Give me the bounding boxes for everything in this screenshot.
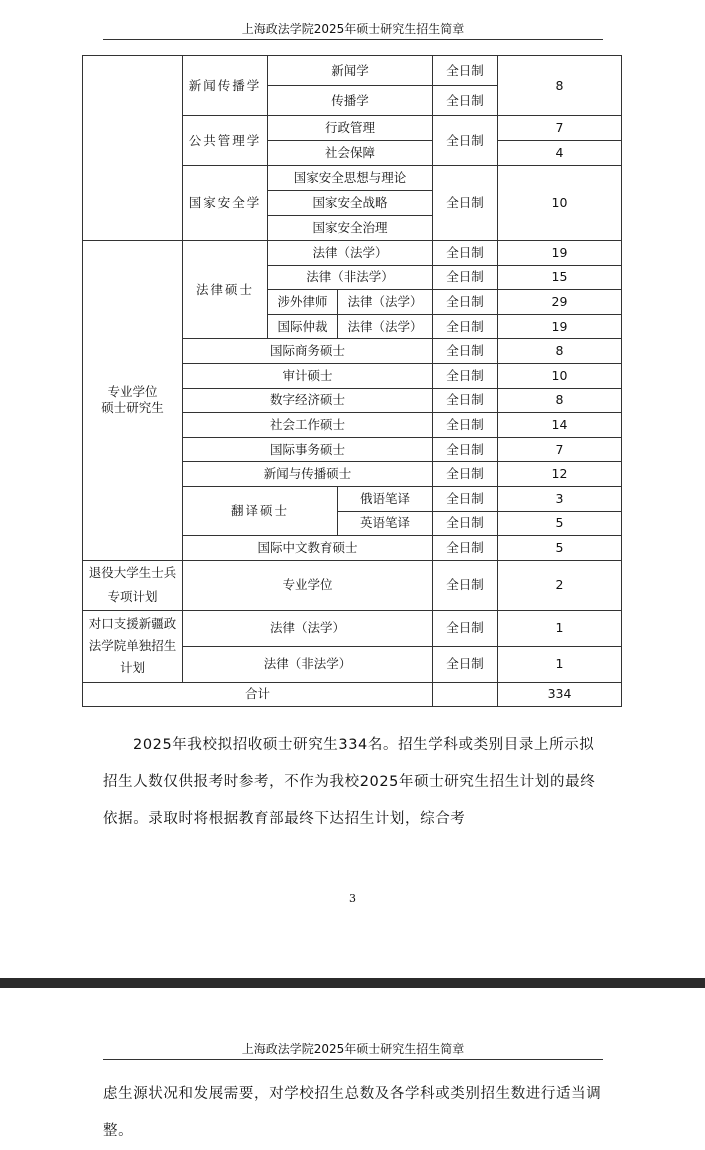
table-cell: 7 xyxy=(498,116,622,141)
table-cell: 全日制 xyxy=(433,437,498,462)
table-cell: 8 xyxy=(498,388,622,413)
table-cell: 法律（非法学） xyxy=(183,646,433,682)
table-cell: 全日制 xyxy=(433,388,498,413)
table-cell: 国家安全学 xyxy=(183,166,268,241)
table-cell xyxy=(433,682,498,706)
table-cell: 全日制 xyxy=(433,536,498,561)
table-cell: 专业学位 xyxy=(183,560,433,610)
table-cell: 全日制 xyxy=(433,462,498,487)
table-cell: 1 xyxy=(498,610,622,646)
page-number: 3 xyxy=(349,892,356,905)
table-cell: 全日制 xyxy=(433,56,498,86)
table-cell: 公共管理学 xyxy=(183,116,268,166)
table-cell: 全日制 xyxy=(433,413,498,438)
table-cell: 8 xyxy=(498,339,622,364)
table-cell: 7 xyxy=(498,437,622,462)
table-cell: 国际商务硕士 xyxy=(183,339,433,364)
table-cell: 10 xyxy=(498,363,622,388)
body-paragraph-2: 虑生源状况和发展需要，对学校招生总数及各学科或类别招生数进行适当调整。 xyxy=(103,1086,602,1139)
table-cell: 法律（非法学） xyxy=(268,265,433,290)
table-cell: 15 xyxy=(498,265,622,290)
table-cell: 29 xyxy=(498,290,622,315)
table-cell: 国际事务硕士 xyxy=(183,437,433,462)
table-cell: 国际仲裁 xyxy=(268,314,338,339)
table-cell: 法律（法学） xyxy=(338,314,433,339)
table-cell: 14 xyxy=(498,413,622,438)
table-cell: 国家安全战略 xyxy=(268,191,433,216)
body-paragraph: 2025年我校拟招收硕士研究生334名。招生学科或类别目录上所示拟招生人数仅供报考时参考，不作为我校2025年硕士研究生招生计划的最终依据。录取时将根据教育部最终下达招生计划，综合考 xyxy=(103,737,596,827)
table-cell: 全日制 xyxy=(433,486,498,511)
enrollment-table xyxy=(82,55,622,707)
table-row xyxy=(83,241,622,266)
table-cell: 法律（法学） xyxy=(338,290,433,315)
table-cell: 全日制 xyxy=(433,560,498,610)
table-cell: 对口支援新疆政法学院单独招生计划 xyxy=(83,610,183,682)
table-cell: 社会工作硕士 xyxy=(183,413,433,438)
table-cell: 5 xyxy=(498,511,622,536)
table-cell: 19 xyxy=(498,241,622,266)
table-row xyxy=(83,682,622,706)
table-row xyxy=(83,610,622,646)
table-cell: 全日制 xyxy=(433,166,498,241)
table-cell: 法律（法学） xyxy=(268,241,433,266)
table-cell: 英语笔译 xyxy=(338,511,433,536)
table-cell: 1 xyxy=(498,646,622,682)
table-cell: 全日制 xyxy=(433,646,498,682)
table-cell: 8 xyxy=(498,56,622,116)
table-cell: 专业学位 硕士研究生 xyxy=(83,241,183,561)
table-cell: 全日制 xyxy=(433,339,498,364)
table-cell: 传播学 xyxy=(268,86,433,116)
table-cell: 法律硕士 xyxy=(183,241,268,339)
table-cell: 334 xyxy=(498,682,622,706)
table-cell: 法律（法学） xyxy=(183,610,433,646)
table-cell: 合计 xyxy=(83,682,433,706)
table-cell: 行政管理 xyxy=(268,116,433,141)
table-cell: 国家安全思想与理论 xyxy=(268,166,433,191)
table-cell: 12 xyxy=(498,462,622,487)
table-cell: 数字经济硕士 xyxy=(183,388,433,413)
table-row xyxy=(83,56,622,86)
table-cell: 俄语笔译 xyxy=(338,486,433,511)
table-cell: 19 xyxy=(498,314,622,339)
table-cell: 涉外律师 xyxy=(268,290,338,315)
table-cell: 全日制 xyxy=(433,86,498,116)
table-cell: 审计硕士 xyxy=(183,363,433,388)
page-divider xyxy=(0,978,705,988)
table-cell: 国际中文教育硕士 xyxy=(183,536,433,561)
table-cell: 全日制 xyxy=(433,314,498,339)
table-cell: 社会保障 xyxy=(268,141,433,166)
table-cell: 全日制 xyxy=(433,511,498,536)
table-row xyxy=(83,560,622,610)
table-cell: 全日制 xyxy=(433,363,498,388)
table-cell: 翻译硕士 xyxy=(183,486,338,535)
table-cell: 全日制 xyxy=(433,116,498,166)
table-cell: 新闻与传播硕士 xyxy=(183,462,433,487)
table-cell: 新闻学 xyxy=(268,56,433,86)
table-cell xyxy=(83,56,183,241)
table-cell: 3 xyxy=(498,486,622,511)
table-cell: 全日制 xyxy=(433,610,498,646)
table-cell: 全日制 xyxy=(433,265,498,290)
table-cell: 国家安全治理 xyxy=(268,216,433,241)
table-cell: 2 xyxy=(498,560,622,610)
table-cell: 新闻传播学 xyxy=(183,56,268,116)
page-header: 上海政法学院2025年硕士研究生招生简章 xyxy=(103,20,603,40)
table-cell: 全日制 xyxy=(433,290,498,315)
page-header-2: 上海政法学院2025年硕士研究生招生简章 xyxy=(103,1040,603,1060)
table-cell: 退役大学生士兵专项计划 xyxy=(83,560,183,610)
table-cell: 10 xyxy=(498,166,622,241)
table-cell: 全日制 xyxy=(433,241,498,266)
table-cell: 4 xyxy=(498,141,622,166)
table-cell: 5 xyxy=(498,536,622,561)
